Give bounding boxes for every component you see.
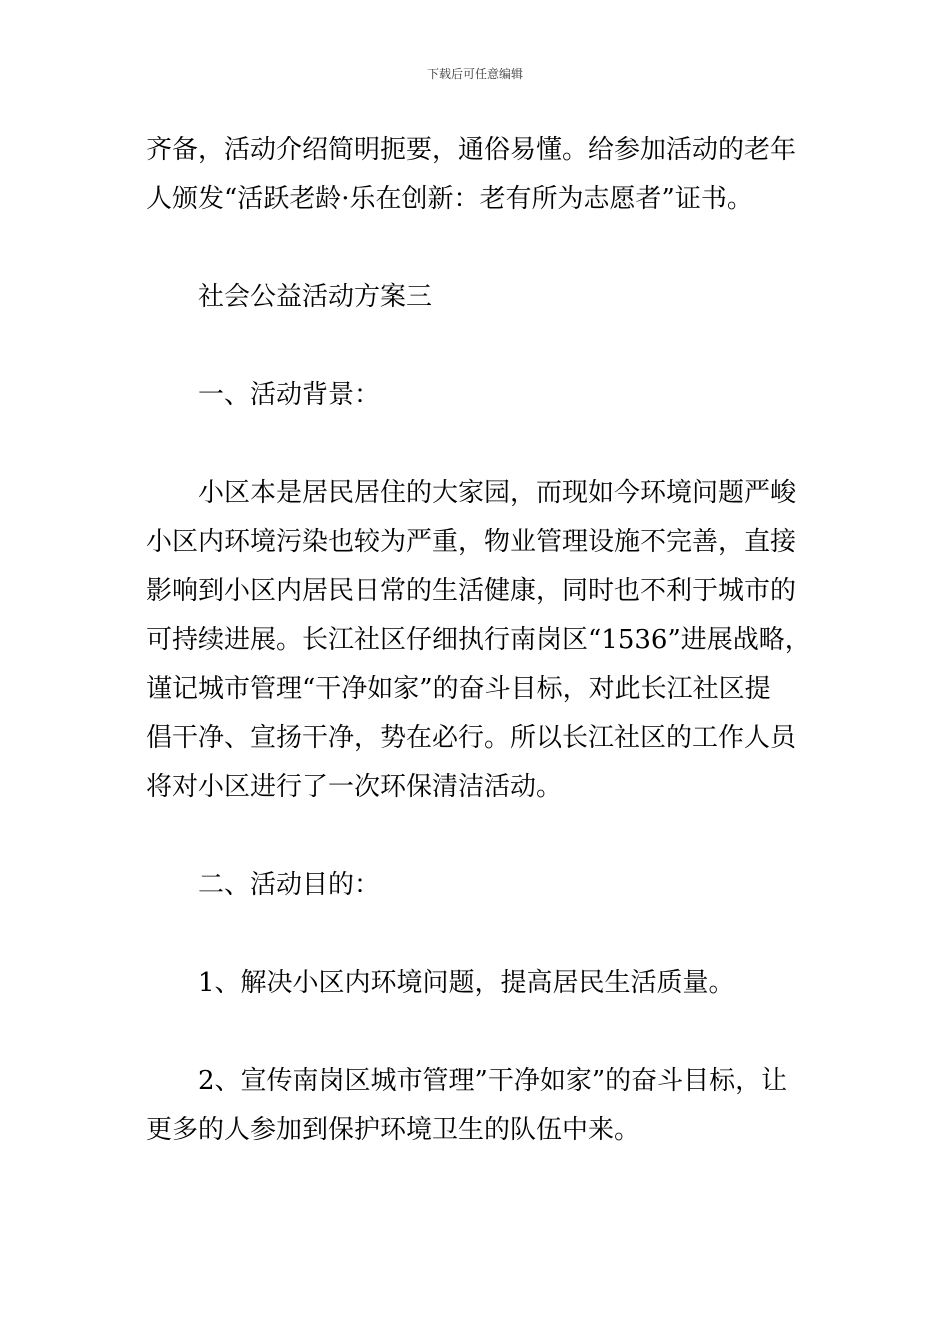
text-line: 齐备，活动介绍简明扼要，通俗易懂。给参加活动的老年 <box>146 135 797 165</box>
text-line: 小区内环境污染也较为严重，物业管理设施不完善，直接 <box>146 527 797 557</box>
section-heading-background <box>146 371 810 420</box>
text-line: 2、宣传南岗区城市管理”干净如家”的奋斗目标，让 <box>198 1066 788 1096</box>
text-line: 二、活动目的： <box>198 870 381 900</box>
plan-heading <box>146 273 810 322</box>
paragraph-certificate <box>146 126 810 224</box>
paragraph-purpose-2 <box>146 1057 810 1155</box>
text-line: 人颁发“活跃老龄·乐在创新：老有所为志愿者”证书。 <box>146 184 753 214</box>
paragraph-background <box>146 469 810 812</box>
text-line: 一、活动背景： <box>198 380 381 410</box>
text-line: 倡干净、宣扬干净，势在必行。所以长江社区的工作人员 <box>146 723 797 753</box>
text-line: 社会公益活动方案三 <box>198 282 433 312</box>
text-line: 谨记城市管理“干净如家”的奋斗目标，对此长江社区提 <box>146 674 771 704</box>
document-body <box>146 126 810 1155</box>
text-line: 更多的人参加到保护环境卫生的队伍中来。 <box>146 1115 641 1145</box>
text-line: 小区本是居民居住的大家园，而现如今环境问题严峻 <box>198 478 797 508</box>
text-line: 将对小区进行了一次环保清洁活动。 <box>146 772 563 802</box>
paragraph-purpose-1 <box>146 959 810 1008</box>
text-line: 1、解决小区内环境问题，提高居民生活质量。 <box>198 968 735 998</box>
page-header: 下载后可任意编辑 <box>426 67 523 81</box>
section-heading-purpose <box>146 861 810 910</box>
text-line: 可持续进展。长江社区仔细执行南岗区“1536”进展战略， <box>146 625 811 655</box>
text-line: 影响到小区内居民日常的生活健康，同时也不利于城市的 <box>146 576 797 606</box>
